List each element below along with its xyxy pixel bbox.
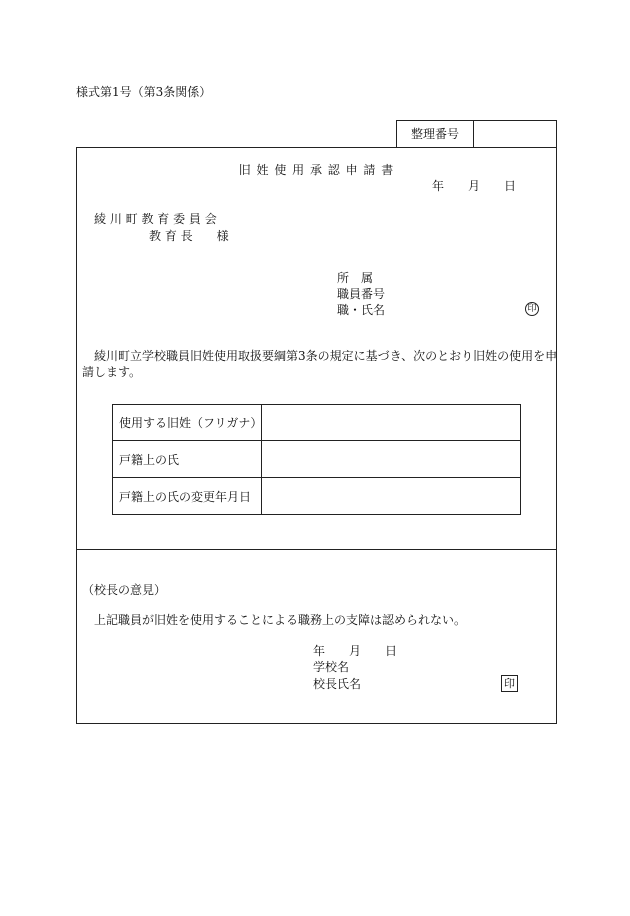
principal-opinion-statement: 上記職員が旧姓を使用することによる職務上の支障は認められない。	[94, 613, 467, 627]
addressee-organization: 綾 川 町 教 育 委 員 会	[94, 212, 217, 226]
principal-opinion-date: 年 月 日	[313, 644, 398, 658]
principal-name-label: 校長氏名	[313, 677, 362, 691]
reference-number-value-cell	[474, 121, 556, 148]
addressee-title: 教 育 長 様	[149, 229, 229, 243]
table-row	[113, 478, 521, 515]
surname-change-date-label: 戸籍上の氏の変更年月日	[113, 478, 262, 515]
surname-change-date-value-cell	[262, 478, 521, 515]
section-divider	[76, 549, 557, 550]
registered-surname-value-cell	[262, 441, 521, 478]
school-name-label: 学校名	[313, 660, 350, 674]
affiliation-label: 所 属	[337, 271, 374, 285]
position-name-label: 職・氏名	[337, 303, 386, 317]
body-text-line-2: 請します。	[82, 365, 142, 379]
body-text-line-1: 綾川町立学校職員旧姓使用取扱要綱第3条の規定に基づき、次のとおり旧姓の使用を申	[94, 349, 558, 363]
form-title: 旧 姓 使 用 承 認 申 請 書	[238, 163, 395, 177]
employee-number-label: 職員番号	[337, 287, 386, 301]
application-date: 年 月 日	[432, 179, 517, 193]
principal-seal-icon: 印	[501, 675, 518, 692]
name-details-table	[112, 404, 521, 515]
reference-number-label: 整理番号	[397, 121, 474, 148]
table-row	[113, 441, 521, 478]
former-surname-value-cell	[262, 405, 521, 441]
applicant-seal-icon: 印	[525, 302, 539, 316]
reference-number-box	[396, 120, 557, 148]
registered-surname-label: 戸籍上の氏	[113, 441, 262, 478]
principal-opinion-heading: （校長の意見）	[82, 583, 167, 597]
former-surname-label: 使用する旧姓（フリガナ）	[113, 405, 262, 441]
form-number: 様式第1号（第3条関係）	[76, 85, 212, 99]
table-row	[113, 405, 521, 441]
